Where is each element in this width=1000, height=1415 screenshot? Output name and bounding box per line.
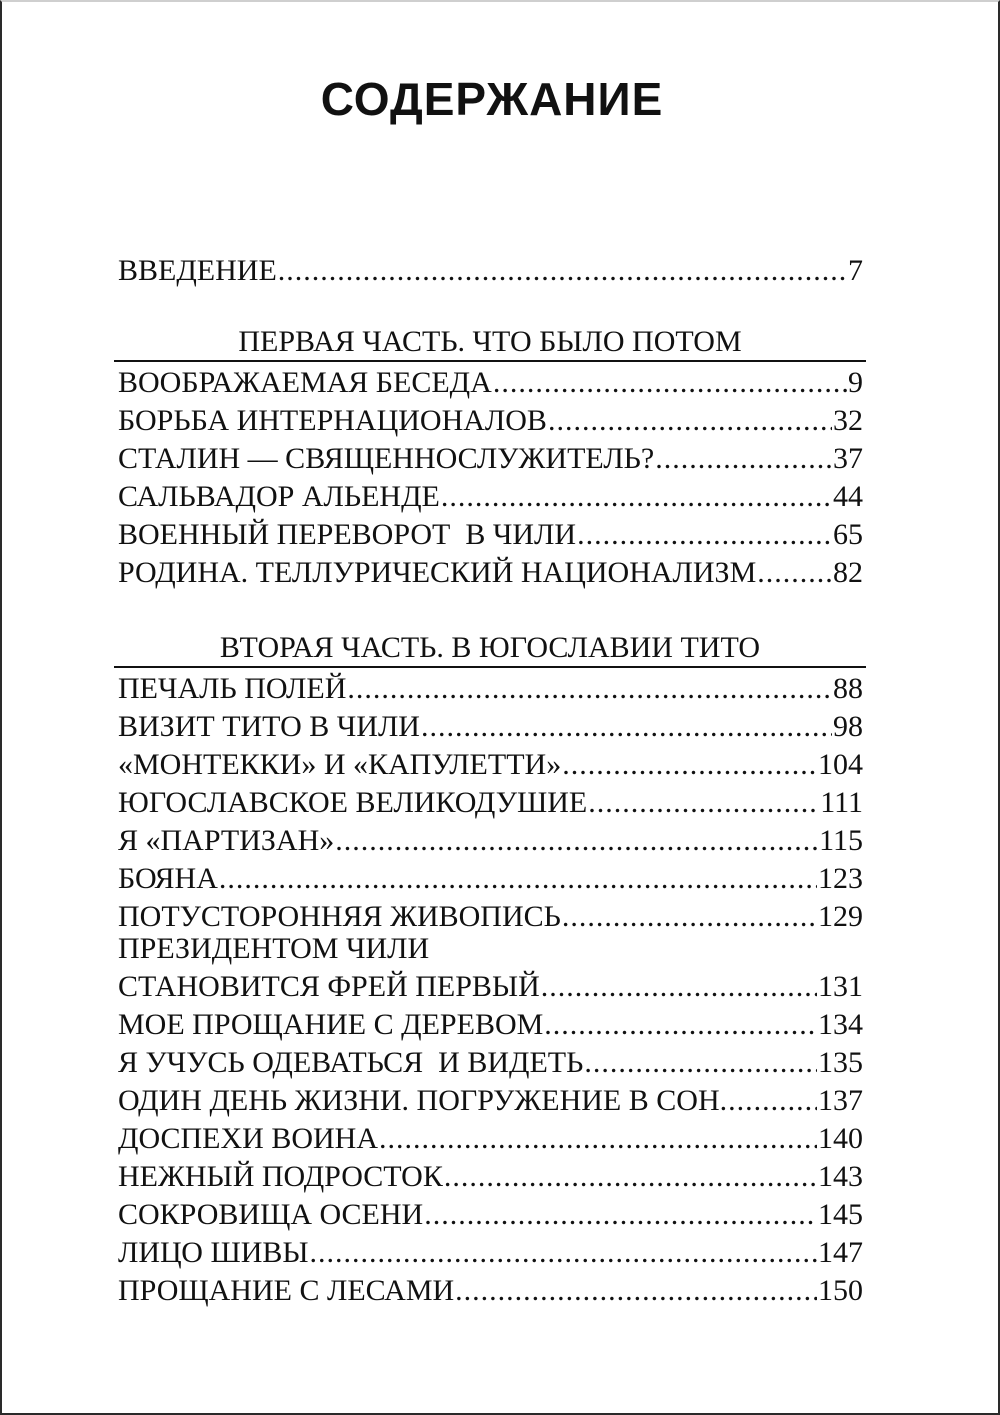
- dot-leader: [441, 478, 832, 516]
- dot-leader: [544, 1006, 817, 1044]
- toc-entry[interactable]: [118, 1196, 863, 1234]
- toc-entry-page: 44: [833, 480, 863, 513]
- toc-entry-label: Я УЧУСЬ ОДЕВАТЬСЯ И ВИДЕТЬ: [118, 1046, 584, 1079]
- toc-entry[interactable]: [118, 402, 863, 440]
- toc-entry-page: 137: [818, 1084, 863, 1117]
- toc-entry-page: 65: [833, 518, 863, 551]
- toc-entry[interactable]: [118, 1082, 863, 1120]
- toc-entry[interactable]: [118, 936, 863, 1006]
- part-heading-2: ВТОРАЯ ЧАСТЬ. В ЮГОСЛАВИИ ТИТО: [114, 592, 866, 668]
- toc-entry[interactable]: [118, 1272, 863, 1310]
- toc-entry-label: БОЯНА: [118, 862, 218, 895]
- dot-leader: [577, 516, 832, 554]
- toc-entry-label: ВВЕДЕНИЕ: [118, 254, 277, 287]
- toc-entry-label: ПОТУСТОРОННЯЯ ЖИВОПИСЬ: [118, 900, 561, 933]
- dot-leader: [562, 746, 817, 784]
- page-title: СОДЕРЖАНИЕ: [320, 73, 664, 125]
- dot-leader: [335, 822, 818, 860]
- toc-entry-label-wrapper: [118, 936, 540, 1006]
- toc-entry-page: 143: [818, 1160, 863, 1193]
- dot-leader: [379, 1120, 817, 1158]
- dot-leader: [278, 252, 847, 290]
- toc-entry[interactable]: [118, 708, 863, 746]
- dot-leader: [728, 1082, 817, 1120]
- dot-leader: [584, 1044, 817, 1082]
- toc-entry[interactable]: [118, 1044, 863, 1082]
- toc-entry[interactable]: [118, 440, 863, 478]
- toc-entry-page: 82: [833, 556, 863, 589]
- toc-entry-page: 147: [818, 1236, 863, 1269]
- dot-leader: [757, 554, 832, 592]
- toc-entry-label-line1: ПРЕЗИДЕНТОМ ЧИЛИ: [118, 936, 430, 965]
- toc-entry[interactable]: [118, 670, 863, 708]
- toc-entry-label: РОДИНА. ТЕЛЛУРИЧЕСКИЙ НАЦИОНАЛИЗМ: [118, 556, 757, 589]
- toc-entry-page: 98: [833, 710, 863, 743]
- toc-entry[interactable]: [118, 746, 863, 784]
- part-heading-1: ПЕРВАЯ ЧАСТЬ. ЧТО БЫЛО ПОТОМ: [114, 290, 866, 362]
- toc-entry-label: ВИЗИТ ТИТО В ЧИЛИ: [118, 710, 420, 743]
- dot-leader: [424, 1196, 817, 1234]
- toc-entry-page: 129: [818, 900, 863, 933]
- toc-entry-page: 131: [818, 970, 863, 1003]
- toc-entry-label: СТАЛИН — СВЯЩЕННОСЛУЖИТЕЛЬ?: [118, 442, 655, 475]
- toc-entry-label: ВООБРАЖАЕМАЯ БЕСЕДА: [118, 366, 492, 399]
- dot-leader: [421, 708, 832, 746]
- dot-leader: [347, 670, 832, 708]
- toc-entry-page: 88: [833, 672, 863, 705]
- dot-leader: [310, 1234, 817, 1272]
- toc-entry-label: БОРЬБА ИНТЕРНАЦИОНАЛОВ: [118, 404, 547, 437]
- toc-entry-introduction[interactable]: [118, 252, 863, 290]
- toc-entry-page: 7: [848, 254, 863, 287]
- toc-entry[interactable]: [118, 1234, 863, 1272]
- toc-entry-label: ПРОЩАНИЕ С ЛЕСАМИ: [118, 1274, 455, 1307]
- toc-entry[interactable]: [118, 554, 863, 592]
- toc-entry-label: СОКРОВИЩА ОСЕНИ: [118, 1198, 424, 1231]
- dot-leader: [455, 1272, 817, 1310]
- toc-entry-page: 150: [818, 1274, 863, 1307]
- toc-entry-page: 123: [818, 862, 863, 895]
- toc-entry-label: НЕЖНЫЙ ПОДРОСТОК: [118, 1160, 443, 1193]
- toc-entry-label: ВОЕННЫЙ ПЕРЕВОРОТ В ЧИЛИ: [118, 518, 577, 551]
- toc-entry-page: 134: [818, 1008, 863, 1041]
- toc-entry[interactable]: [118, 860, 863, 898]
- toc-entry-label: ЮГОСЛАВСКОЕ ВЕЛИКОДУШИЕ: [118, 786, 588, 819]
- toc-entry-page: 37: [833, 442, 863, 475]
- toc-entry[interactable]: [118, 1158, 863, 1196]
- toc-entry[interactable]: [118, 364, 863, 402]
- toc-entry-page: 32: [833, 404, 863, 437]
- toc-entry[interactable]: [118, 1120, 863, 1158]
- toc-entry-label: ЛИЦО ШИВЫ: [118, 1236, 309, 1269]
- toc-entry-page: 140: [818, 1122, 863, 1155]
- toc-entry-page: 9: [848, 366, 863, 399]
- toc-entry-label: СТАНОВИТСЯ ФРЕЙ ПЕРВЫЙ: [118, 970, 540, 1003]
- toc-entry[interactable]: [118, 784, 863, 822]
- dot-leader: [444, 1158, 817, 1196]
- toc-entry[interactable]: [118, 478, 863, 516]
- dot-leader: [493, 364, 847, 402]
- toc-entry-label: Я «ПАРТИЗАН»: [118, 824, 335, 857]
- toc-entry-page: 111: [820, 786, 863, 819]
- dot-leader: [588, 784, 819, 822]
- toc-entry-label: МОЕ ПРОЩАНИЕ С ДЕРЕВОМ: [118, 1008, 544, 1041]
- toc-entry[interactable]: [118, 898, 863, 936]
- toc-entry-label: ОДИН ДЕНЬ ЖИЗНИ. ПОГРУЖЕНИЕ В СОН.: [118, 1084, 728, 1117]
- toc-entry-page: 145: [818, 1198, 863, 1231]
- dot-leader: [562, 898, 817, 936]
- dot-leader: [655, 440, 832, 478]
- toc-entry-page: 104: [818, 748, 863, 781]
- dot-leader: [219, 860, 817, 898]
- toc-entry[interactable]: [118, 516, 863, 554]
- toc-entry-label: САЛЬВАДОР АЛЬЕНДЕ: [118, 480, 440, 513]
- toc-entry-label: ПЕЧАЛЬ ПОЛЕЙ: [118, 672, 347, 705]
- dot-leader: [548, 402, 832, 440]
- dot-leader: [541, 968, 817, 1006]
- toc-entry[interactable]: [118, 1006, 863, 1044]
- toc-entry-page: 115: [819, 824, 863, 857]
- toc-entry-page: 135: [818, 1046, 863, 1079]
- table-of-contents: [118, 252, 863, 1310]
- toc-entry-label: ДОСПЕХИ ВОИНА: [118, 1122, 378, 1155]
- toc-entry-label: «МОНТЕККИ» И «КАПУЛЕТТИ»: [118, 748, 562, 781]
- toc-entry[interactable]: [118, 822, 863, 860]
